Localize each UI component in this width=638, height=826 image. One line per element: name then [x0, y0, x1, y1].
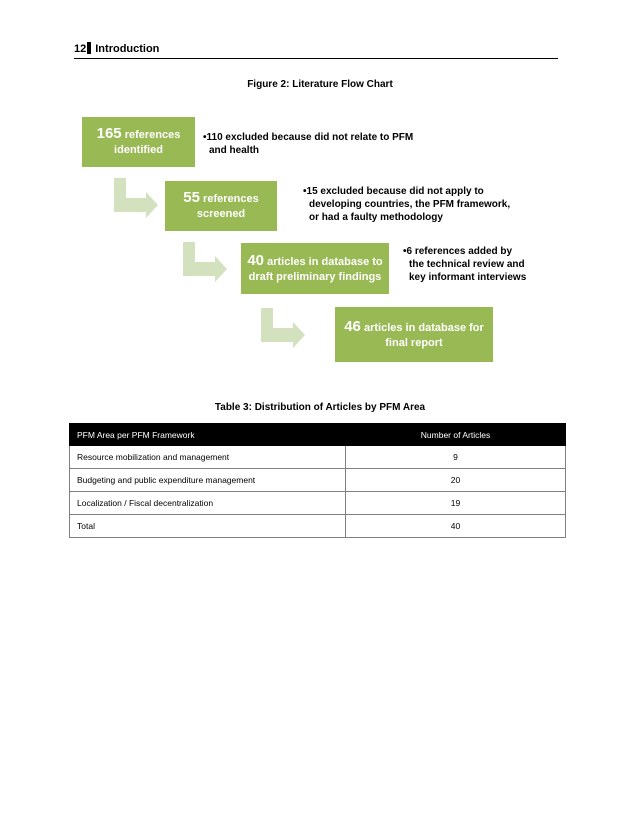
- table-row: [70, 515, 566, 538]
- table-cell: Total: [70, 515, 346, 538]
- section-title: Introduction: [95, 43, 160, 55]
- step-label: references: [124, 129, 181, 141]
- note-line: •6 references added by: [403, 246, 513, 257]
- step-label-second: draft preliminary findings: [248, 270, 382, 283]
- table-cell: Resource mobilization and management: [70, 446, 346, 469]
- table-header-row: [70, 424, 566, 446]
- step-count: 46: [344, 317, 361, 335]
- step-count: 40: [247, 251, 265, 269]
- table-cell: 19: [346, 492, 566, 515]
- step-label-second: identified: [114, 144, 163, 156]
- note-line: •110 excluded because did not relate to PFM: [203, 132, 414, 143]
- column-header: Number of Articles: [346, 424, 566, 446]
- flow-box-identified: [82, 117, 195, 167]
- flow-note-excluded-15: [303, 185, 510, 224]
- table-row: [70, 446, 566, 469]
- step-label: articles in database to: [267, 255, 383, 268]
- pfm-distribution-table: [69, 423, 566, 538]
- flow-arrow-2: [183, 242, 227, 282]
- flow-note-added-6: [403, 245, 526, 284]
- table-cell: Budgeting and public expenditure management: [70, 469, 346, 492]
- note-line: or had a faulty methodology: [309, 212, 443, 223]
- step-count: 55: [183, 189, 200, 206]
- note-line: key informant interviews: [409, 272, 527, 283]
- step-count: 165: [96, 125, 122, 142]
- step-label-second: screened: [196, 208, 246, 220]
- step-label: references: [203, 193, 259, 205]
- note-line: and health: [209, 145, 260, 156]
- page-number: 12: [74, 43, 87, 55]
- flow-box-preliminary: [241, 243, 389, 294]
- figure-caption: Figure 2: Literature Flow Chart: [247, 79, 393, 90]
- table-cell: 9: [346, 446, 566, 469]
- table-cell: 20: [346, 469, 566, 492]
- flow-arrow-1: [114, 178, 158, 218]
- table-cell: Localization / Fiscal decentralization: [70, 492, 346, 515]
- table-caption: Table 3: Distribution of Articles by PFM Area: [214, 402, 426, 413]
- note-line: the technical review and: [409, 259, 525, 270]
- table-cell: 40: [346, 515, 566, 538]
- flow-box-final: [335, 307, 493, 362]
- flow-box-screened: [165, 181, 277, 231]
- flow-arrow-3: [261, 308, 305, 348]
- flow-note-excluded-110: [203, 131, 413, 157]
- step-label: articles in database for: [363, 321, 484, 334]
- column-header: PFM Area per PFM Framework: [70, 424, 346, 446]
- table-row: [70, 469, 566, 492]
- note-line: developing countries, the PFM framework,: [309, 199, 511, 210]
- table-row: [70, 492, 566, 515]
- note-line: •15 excluded because did not apply to: [303, 186, 484, 197]
- step-label-second: final report: [385, 336, 443, 349]
